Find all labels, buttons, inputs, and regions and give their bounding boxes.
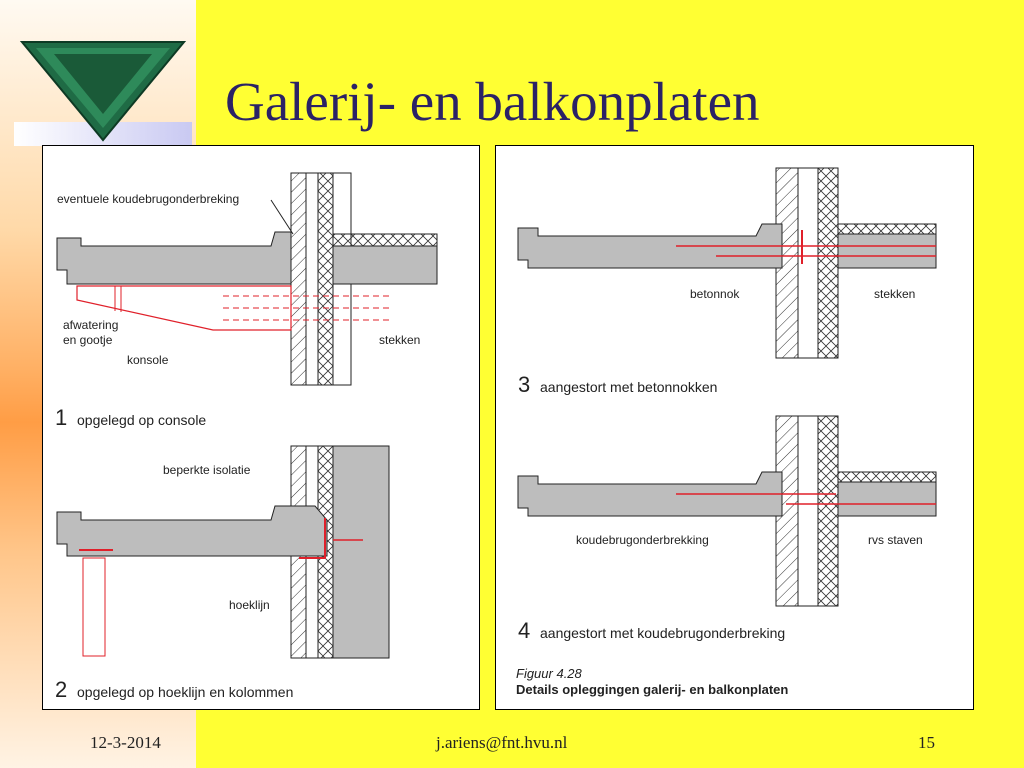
label-koudebrug-2: koudebrugonderbrekking (576, 533, 709, 547)
fig2-caption: opgelegd op hoeklijn en kolommen (77, 684, 294, 700)
fig1-number: 1 (55, 405, 68, 430)
label-stekken-1: stekken (379, 333, 421, 347)
label-isolatie: beperkte isolatie (163, 463, 251, 477)
fig1-caption: opgelegd op console (77, 412, 207, 428)
fig4-caption: aangestort met koudebrugonderbreking (540, 625, 786, 641)
figure-caption: Details opleggingen galerij- en balkonplaten (516, 682, 789, 697)
fig3-caption: aangestort met betonnokken (540, 379, 718, 395)
footer-page-number: 15 (918, 733, 935, 752)
label-koudebrug: eventuele koudebrugonderbreking (57, 192, 240, 206)
label-konsole: konsole (127, 353, 169, 367)
fig2-drawing (57, 446, 389, 658)
right-diagram-panel (495, 145, 974, 710)
label-afwatering-2: en gootje (63, 333, 113, 347)
footer-date: 12-3-2014 (90, 733, 161, 752)
footer-email: j.ariens@fnt.hvu.nl (436, 733, 568, 752)
figure-number: Figuur 4.28 (516, 666, 582, 681)
fig4-drawing (518, 416, 936, 606)
fig4-number: 4 (518, 618, 531, 643)
fig3-drawing (518, 168, 936, 358)
fig3-number: 3 (518, 372, 531, 397)
left-diagram-panel (42, 145, 480, 710)
emerald-triangle-logo (14, 40, 192, 150)
label-stekken-2: stekken (874, 287, 916, 301)
slide-title: Galerij- en balkonplaten (225, 71, 760, 132)
label-rvs: rvs staven (868, 533, 923, 547)
label-afwatering-1: afwatering (63, 318, 119, 332)
fig2-number: 2 (55, 677, 68, 702)
label-betonnok: betonnok (690, 287, 740, 301)
label-hoeklijn: hoeklijn (229, 598, 270, 612)
